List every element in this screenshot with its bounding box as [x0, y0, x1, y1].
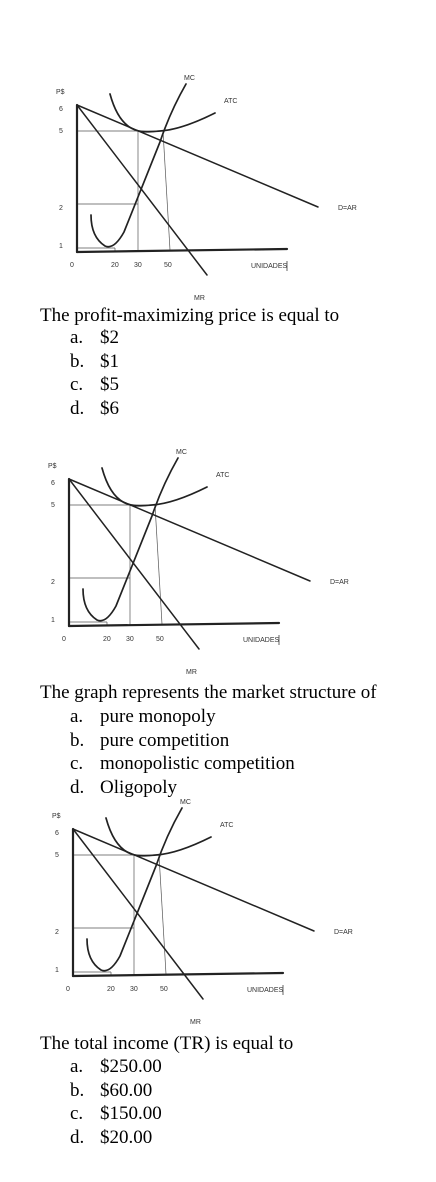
option-letter: c. [70, 374, 84, 395]
option-text: $5 [100, 374, 119, 395]
question-1-text: The profit-maximizing price is equal to [40, 305, 340, 326]
option-b [70, 1079, 162, 1103]
option-b [70, 729, 295, 753]
marginal-cost-curve [87, 808, 182, 971]
x-tick-label: 0 [66, 986, 70, 993]
grid-line [159, 855, 166, 974]
units-label: UNIDADES [251, 263, 288, 270]
price-axis-label: P$ [52, 813, 61, 820]
mc-label: MC [180, 799, 191, 806]
graph-2 [42, 446, 362, 684]
option-a [70, 705, 295, 729]
option-letter: b. [70, 350, 85, 372]
y-tick-label: 5 [55, 852, 59, 859]
option-text: $250.00 [100, 1056, 162, 1077]
option-a [70, 1055, 162, 1079]
units-label: UNIDADES [243, 637, 280, 644]
option-text: $1 [100, 350, 119, 372]
units-label: UNIDADES [247, 987, 284, 994]
option-b [70, 350, 119, 374]
marginal-revenue-curve [73, 829, 203, 999]
atc-label: ATC [220, 822, 234, 829]
marginal-cost-curve [83, 458, 178, 621]
option-letter: a. [70, 706, 84, 727]
option-text: Oligopoly [100, 776, 178, 798]
x-tick-label: 0 [62, 636, 66, 643]
demand-label: D=AR [330, 579, 349, 586]
option-text: $2 [100, 327, 119, 348]
x-tick-label: 50 [156, 636, 164, 643]
x-tick-label: 50 [160, 986, 168, 993]
mr-label: MR [190, 1019, 201, 1026]
mr-label: MR [194, 295, 205, 302]
option-d [70, 397, 119, 421]
option-text: $6 [100, 397, 119, 419]
y-tick-label: 6 [55, 830, 59, 837]
x-tick-label: 20 [107, 986, 115, 993]
x-tick-label: 0 [70, 262, 74, 269]
y-tick-label: 2 [55, 929, 59, 936]
y-tick-label: 2 [51, 579, 55, 586]
option-d [70, 1126, 162, 1150]
option-letter: d. [70, 397, 85, 419]
option-letter: a. [70, 1056, 84, 1077]
graph-1 [50, 72, 370, 310]
option-letter: c. [70, 753, 84, 774]
option-c [70, 1102, 162, 1126]
y-tick-label: 2 [59, 205, 63, 212]
marginal-revenue-curve [69, 479, 199, 649]
option-c [70, 752, 295, 776]
mc-label: MC [176, 449, 187, 456]
marginal-revenue-curve [77, 105, 207, 275]
atc-label: ATC [216, 472, 230, 479]
option-text: pure competition [100, 729, 230, 751]
question-2-options [70, 705, 295, 799]
grid-line [163, 131, 170, 250]
y-tick-label: 5 [59, 128, 63, 135]
price-axis-label: P$ [48, 463, 57, 470]
option-text: $20.00 [100, 1126, 153, 1148]
marginal-cost-curve [91, 84, 186, 247]
question-2-text: The graph represents the market structure of [40, 682, 377, 703]
option-text: monopolistic competition [100, 753, 295, 774]
option-text: $60.00 [100, 1079, 153, 1101]
question-3-options [70, 1055, 162, 1149]
mr-label: MR [186, 669, 197, 676]
option-a [70, 326, 119, 350]
y-tick-label: 5 [51, 502, 55, 509]
option-letter: d. [70, 1126, 85, 1148]
quantity-axis-line [73, 973, 283, 976]
y-tick-label: 1 [55, 967, 59, 974]
option-letter: b. [70, 729, 85, 751]
grid-line [155, 505, 162, 624]
option-letter: b. [70, 1079, 85, 1101]
option-letter: a. [70, 327, 84, 348]
demand-label: D=AR [334, 929, 353, 936]
option-letter: d. [70, 776, 85, 798]
demand-label: D=AR [338, 205, 357, 212]
y-tick-label: 6 [51, 480, 55, 487]
x-tick-label: 50 [164, 262, 172, 269]
option-text: pure monopoly [100, 706, 216, 727]
price-axis-label: P$ [56, 89, 65, 96]
y-tick-label: 1 [59, 243, 63, 250]
option-letter: c. [70, 1103, 84, 1124]
y-tick-label: 6 [59, 106, 63, 113]
option-text: $150.00 [100, 1103, 162, 1124]
mc-label: MC [184, 75, 195, 82]
quantity-axis-line [77, 249, 287, 252]
option-c [70, 373, 119, 397]
quantity-axis-line [69, 623, 279, 626]
x-tick-label: 30 [126, 636, 134, 643]
x-tick-label: 20 [103, 636, 111, 643]
x-tick-label: 20 [111, 262, 119, 269]
y-tick-label: 1 [51, 617, 55, 624]
graph-3 [46, 796, 366, 1034]
x-tick-label: 30 [134, 262, 142, 269]
x-tick-label: 30 [130, 986, 138, 993]
atc-label: ATC [224, 98, 238, 105]
question-3-text: The total income (TR) is equal to [40, 1033, 294, 1054]
question-1-options [70, 326, 119, 420]
